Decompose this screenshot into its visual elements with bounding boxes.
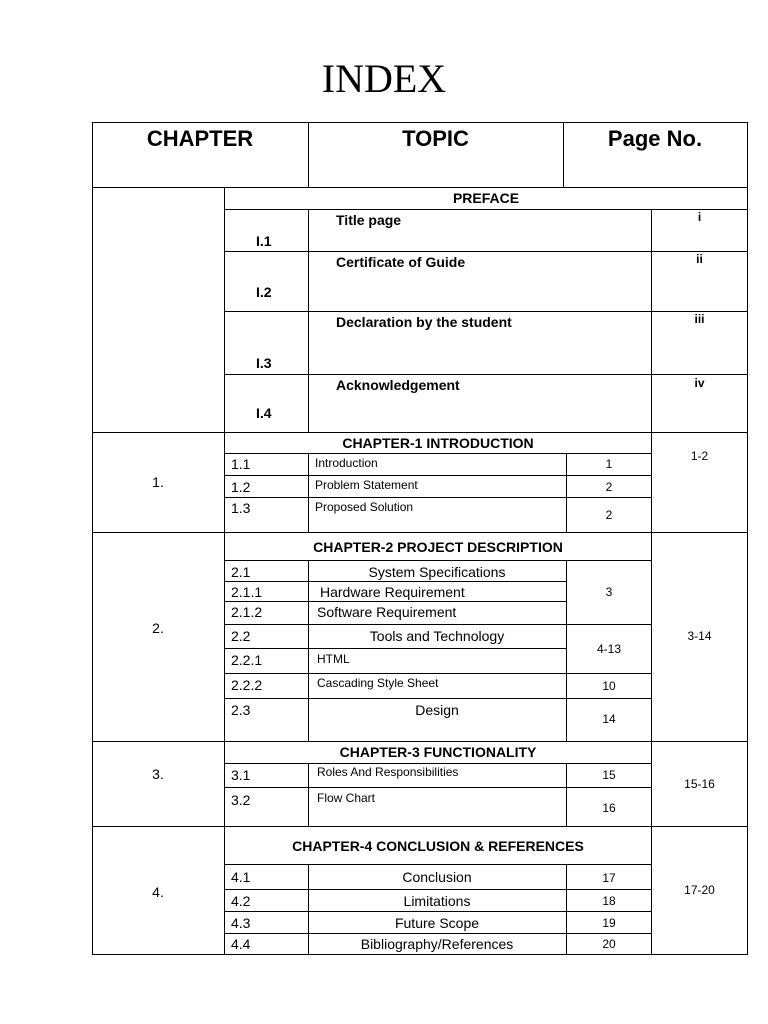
grid-line <box>224 601 567 602</box>
section-topic: Software Requirement <box>317 604 457 620</box>
section-topic: Roles And Responsibilities <box>317 765 459 779</box>
chapter-title: CHAPTER-2 PROJECT DESCRIPTION <box>313 539 563 555</box>
section-num: 2.2.1 <box>231 652 263 668</box>
section-page: 15 <box>602 768 616 782</box>
grid-line <box>308 209 309 432</box>
grid-line <box>224 648 567 649</box>
grid-line <box>224 374 748 375</box>
section-topic: HTML <box>317 652 350 666</box>
preface-num: I.1 <box>256 233 272 249</box>
section-page: 17 <box>602 871 616 885</box>
grid-line <box>224 911 652 912</box>
page-title: INDEX <box>321 56 447 101</box>
section-topic: Proposed Solution <box>315 500 414 514</box>
grid-line <box>92 432 748 433</box>
preface-topic: Certificate of Guide <box>336 254 466 270</box>
section-page: 18 <box>602 894 616 908</box>
grid-line <box>92 532 748 533</box>
preface-title: PREFACE <box>452 190 520 206</box>
preface-page: iv <box>694 376 705 390</box>
section-page: 19 <box>602 916 616 930</box>
grid-line <box>92 826 748 827</box>
preface-page: iii <box>694 312 705 326</box>
chapter-page-range: 17-20 <box>684 883 715 897</box>
section-page: 16 <box>602 801 616 815</box>
section-num: 2.1.1 <box>231 584 263 600</box>
grid-line <box>224 673 652 674</box>
section-num: 4.4 <box>231 936 251 952</box>
section-page: 1 <box>605 457 613 471</box>
section-num: 3.1 <box>231 767 251 783</box>
preface-num: I.2 <box>256 284 272 300</box>
grid-line <box>224 560 652 561</box>
chapter-title: CHAPTER-1 INTRODUCTION <box>342 435 534 451</box>
grid-line <box>224 624 652 625</box>
section-num: 2.2 <box>231 628 251 644</box>
grid-line <box>224 698 652 699</box>
section-num: 2.1.2 <box>231 604 263 620</box>
grid-line <box>92 187 748 188</box>
header-page-no: Page No. <box>607 126 703 151</box>
section-num: 2.1 <box>231 564 251 580</box>
chapter-page-range: 15-16 <box>684 777 715 791</box>
table-border-left <box>92 122 93 955</box>
section-topic: Future Scope <box>394 915 480 931</box>
section-num: 1.1 <box>231 456 251 472</box>
section-topic: Bibliography/References <box>360 936 514 952</box>
chapter-title: CHAPTER-3 FUNCTIONALITY <box>339 744 537 760</box>
section-topic: Tools and Technology <box>369 628 505 644</box>
grid-line <box>224 497 652 498</box>
section-topic: Hardware Requirement <box>320 584 465 600</box>
chapter-number: 4. <box>152 884 164 900</box>
preface-page: i <box>697 210 702 224</box>
section-page: 10 <box>602 679 616 693</box>
chapter-number: 3. <box>152 766 164 782</box>
section-page: 14 <box>602 712 616 726</box>
grid-line <box>308 763 309 827</box>
section-page: 4-13 <box>596 642 622 656</box>
chapter-page-range: 1-2 <box>690 449 709 463</box>
table-border-bottom <box>92 954 748 955</box>
grid-line <box>224 933 652 934</box>
section-page: 2 <box>605 508 613 522</box>
chapter-number: 1. <box>152 474 164 490</box>
preface-page: ii <box>696 252 703 266</box>
section-num: 1.3 <box>231 500 251 516</box>
section-page: 20 <box>602 937 616 951</box>
section-page: 3 <box>605 585 613 599</box>
chapter-page-range: 3-14 <box>687 629 712 643</box>
section-topic: Design <box>415 702 459 718</box>
section-topic: Conclusion <box>402 869 472 885</box>
section-num: 4.3 <box>231 915 251 931</box>
grid-line <box>224 787 652 788</box>
table-border-top <box>92 122 748 123</box>
preface-topic: Acknowledgement <box>336 377 460 393</box>
section-num: 4.2 <box>231 893 251 909</box>
grid-line <box>224 581 567 582</box>
section-topic: System Specifications <box>368 564 506 580</box>
header-chapter: CHAPTER <box>146 126 254 151</box>
preface-num: I.4 <box>256 405 272 421</box>
grid-line <box>308 453 309 532</box>
section-num: 1.2 <box>231 479 251 495</box>
grid-line <box>92 741 748 742</box>
table-border-right <box>747 122 748 955</box>
preface-num: I.3 <box>256 355 272 371</box>
grid-line <box>224 864 652 865</box>
section-topic: Problem Statement <box>315 478 418 492</box>
grid-line <box>224 453 652 454</box>
chapter-title: CHAPTER-4 CONCLUSION & REFERENCES <box>292 838 584 854</box>
section-topic: Introduction <box>315 456 378 470</box>
header-topic: TOPIC <box>402 126 469 151</box>
chapter-number: 2. <box>152 620 164 636</box>
preface-topic: Title page <box>336 212 402 228</box>
preface-topic: Declaration by the student <box>336 314 512 330</box>
grid-line <box>224 763 652 764</box>
section-page: 2 <box>605 480 613 494</box>
section-topic: Flow Chart <box>317 791 376 805</box>
section-topic: Limitations <box>403 893 471 909</box>
section-num: 4.1 <box>231 869 251 885</box>
grid-line <box>224 475 652 476</box>
section-topic: Cascading Style Sheet <box>317 676 439 690</box>
grid-line <box>224 889 652 890</box>
section-num: 2.2.2 <box>231 677 263 693</box>
section-num: 3.2 <box>231 792 251 808</box>
section-num: 2.3 <box>231 702 251 718</box>
